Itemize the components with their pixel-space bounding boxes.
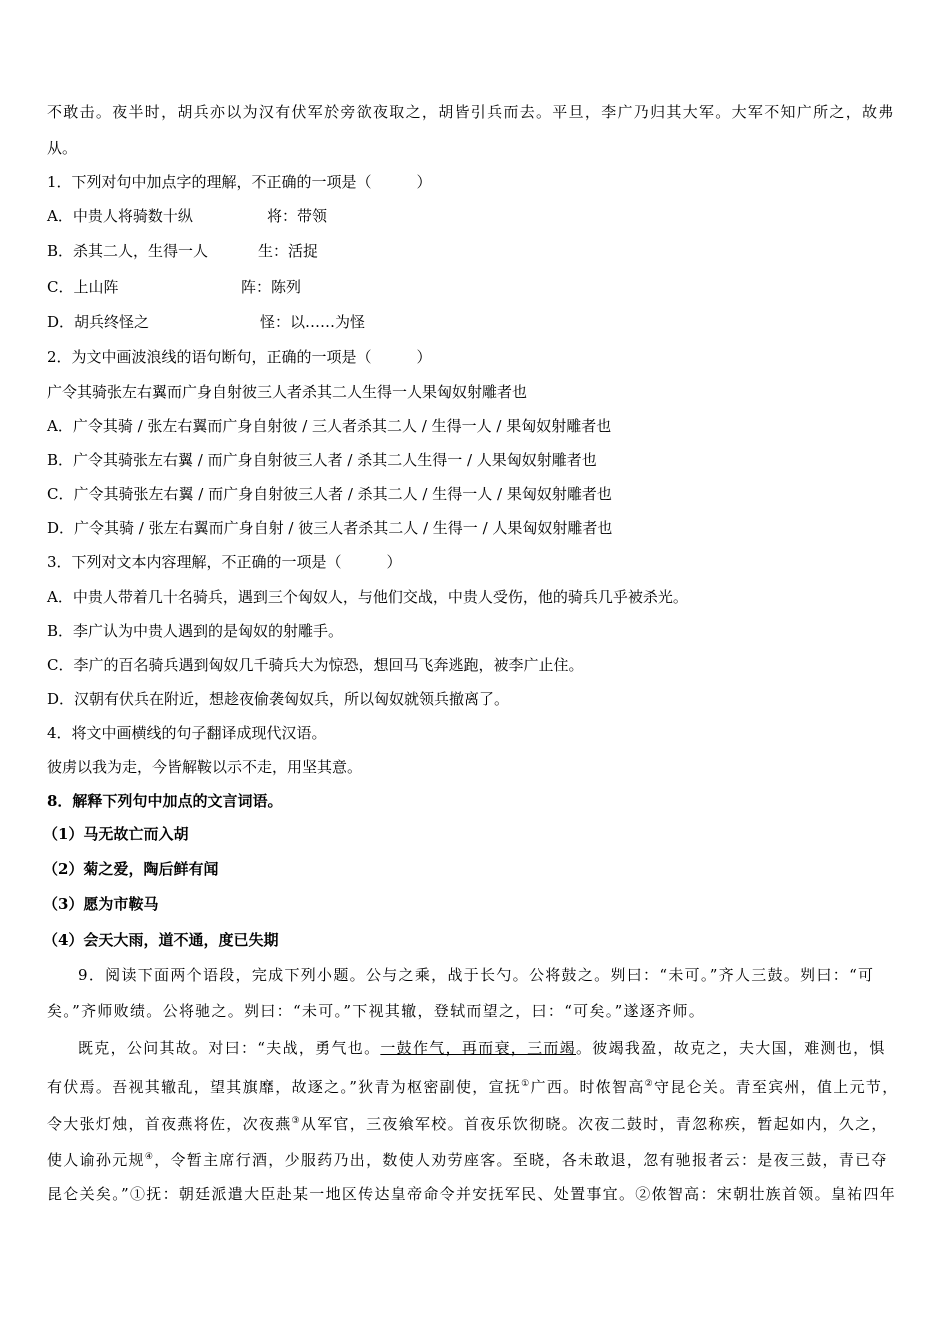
footnote-ref: ④ [144, 1152, 155, 1162]
question-sentence: 广令其骑张左右翼而广身自射彼三人者杀其二人生得一人果匈奴射雕者也 [47, 383, 528, 401]
text: 既克，公问其故。对曰：“夫战，勇气也。 [78, 1039, 381, 1057]
passage-line: 矣。”齐师败绩。公将驰之。刿曰：“未可。”下视其辙，登轼而望之，曰：“可矣。”遂逐齐师。 [47, 1002, 706, 1020]
option-a [47, 206, 327, 226]
option-a: A．中贵人带着几十名骑兵，遇到三个匈奴人，与他们交战，中贵人受伤，他的骑兵几乎被杀光。 [47, 588, 688, 606]
option-d [47, 312, 365, 332]
option-text: C．上山阵 [47, 278, 119, 296]
text: ，令暂主席行酒，少服药乃出，数使人劝劳座客。至晓，各未敢退，忽有驰报者云：是夜三鼓，青已夺 [154, 1151, 888, 1169]
option-gloss: 将：带领 [267, 207, 328, 225]
question-stem: 8．解释下列句中加点的文言词语。 [47, 792, 283, 810]
text: 有伏焉。吾视其辙乱，望其旗靡，故逐之。”狄青为枢密副使，宣抚 [47, 1078, 522, 1096]
passage-line [78, 1038, 886, 1058]
text: 广西。时侬智高 [530, 1078, 645, 1096]
passage-line: 从。 [47, 139, 78, 157]
item: （2）菊之爱，陶后鲜有闻 [43, 860, 219, 878]
text: 使人谕孙元规 [47, 1151, 145, 1169]
text: 。彼竭我盈，故克之，夫大国，难测也，惧 [575, 1039, 886, 1057]
text: 令大张灯烛，首夜燕将佐，次夜燕 [47, 1115, 292, 1133]
option-b [47, 241, 318, 261]
text: 守昆仑关。青至宾州，值上元节， [654, 1078, 899, 1096]
passage-line: 9．阅读下面两个语段，完成下列小题。公与之乘，战于长勺。公将鼓之。刿曰：“未可。”齐人三鼓。刿曰：“可 [78, 966, 875, 984]
item: （1）马无故亡而入胡 [43, 825, 189, 843]
item: （4）会天大雨，道不通，度已失期 [43, 931, 279, 949]
passage-line: 昆仑关矣。”①抚：朝廷派遣大臣赴某一地区传达皇帝命令并安抚军民、处置事宜。②侬智高：宋朝壮族首领。皇祐四年 [47, 1185, 897, 1203]
option-b: B．李广认为中贵人遇到的是匈奴的射雕手。 [47, 622, 344, 640]
option-text: A．中贵人将骑数十纵 [47, 207, 193, 225]
option-text: D．胡兵终怪之 [47, 313, 150, 331]
option-d: D．汉朝有伏兵在附近，想趁夜偷袭匈奴兵，所以匈奴就领兵撤离了。 [47, 690, 510, 708]
underlined-sentence: 一鼓作气，再而衰，三而竭 [380, 1039, 576, 1057]
question-stem: 4．将文中画横线的句子翻译成现代汉语。 [47, 724, 327, 742]
question-stem: 3．下列对文本内容理解，不正确的一项是（ ） [47, 553, 402, 571]
passage-line [47, 1147, 888, 1170]
option-d: D．广令其骑 / 张左右翼而广身自射 / 彼三人者杀其二人 / 生得一 / 人果匈奴射雕者也 [47, 519, 613, 537]
option-c: C．李广的百名骑兵遇到匈奴几千骑兵大为惊恐，想回马飞奔逃跑，被李广止住。 [47, 656, 584, 674]
footnote-ref: ② [644, 1079, 655, 1089]
item: （3）愿为市鞍马 [43, 895, 159, 913]
footnote-ref: ① [521, 1079, 531, 1089]
passage-line [47, 1111, 888, 1134]
option-b: B．广令其骑张左右翼 / 而广身自射彼三人者 / 杀其二人生得一 / 人果匈奴射雕者也 [47, 451, 597, 469]
footnote-ref: ③ [291, 1116, 301, 1126]
option-gloss: 怪：以……为怪 [260, 313, 366, 331]
question-sentence: 彼虏以我为走，今皆解鞍以示不走，用坚其意。 [47, 758, 363, 776]
passage-line: 不敢击。夜半时，胡兵亦以为汉有伏军於旁欲夜取之，胡皆引兵而去。平旦，李广乃归其大军。大军不知广所之，故弗 [47, 103, 895, 121]
option-gloss: 生：活捉 [258, 242, 319, 260]
option-c: C．广令其骑张左右翼 / 而广身自射彼三人者 / 杀其二人 / 生得一人 / 果匈奴射雕者也 [47, 485, 612, 503]
option-c [47, 277, 301, 297]
text: 从军官，三夜飨军校。首夜乐饮彻晓。次夜二鼓时，青忽称疾，暂起如内，久之， [300, 1115, 888, 1133]
option-a: A．广令其骑 / 张左右翼而广身自射彼 / 三人者杀其二人 / 生得一人 / 果匈奴射雕者也 [47, 417, 612, 435]
option-gloss: 阵：陈列 [241, 278, 302, 296]
passage-line [47, 1074, 899, 1097]
option-text: B．杀其二人，生得一人 [47, 242, 209, 260]
question-stem: 2．为文中画波浪线的语句断句，正确的一项是（ ） [47, 348, 432, 366]
question-stem: 1．下列对句中加点字的理解，不正确的一项是（ ） [47, 173, 432, 191]
